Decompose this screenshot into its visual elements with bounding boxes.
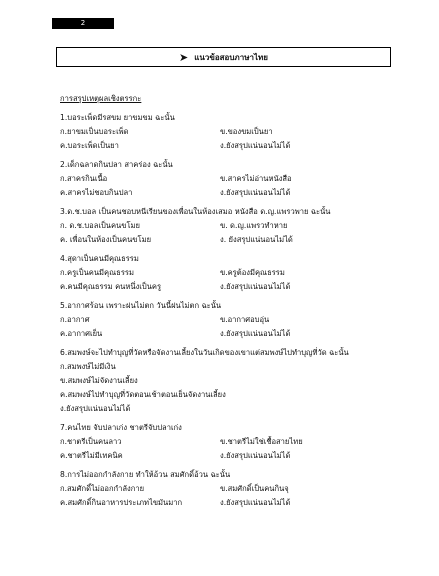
question-4: 4.สุดาเป็นคนมีคุณธรรม bbox=[60, 254, 139, 263]
question-2: 2.เด็กฉลาดกินปลา สาคร่อง ฉะนั้น bbox=[60, 160, 173, 169]
question-list bbox=[60, 92, 400, 510]
page-number-badge: 2 bbox=[52, 18, 114, 29]
q2-option-c: ค.สาครไม่ชอบกินปลา bbox=[60, 188, 133, 197]
q3-option-a: ก. ด.ช.บอลเป็นคนขโมย bbox=[60, 221, 140, 230]
q5-option-b: ข.อากาศอบอุ่น bbox=[220, 315, 270, 324]
question-5: 5.อากาศร้อน เพราะฝนไม่ตก วันนี้ฝนไม่ตก ฉะนั้น bbox=[60, 301, 222, 310]
q2-option-b: ข.สาครไม่อ่านหนังสือ bbox=[220, 174, 292, 183]
q8-option-a: ก.สมศักดิ์ไม่ออกกำลังกาย bbox=[60, 484, 145, 493]
section-title-box bbox=[56, 47, 391, 67]
q1-option-d: ง.ยังสรุปแน่นอนไม่ได้ bbox=[220, 141, 291, 150]
question-7: 7.คนไทย จับปลาเก่ง ชาตรีจับปลาเก่ง bbox=[60, 423, 182, 432]
q2-option-a: ก.สาครกินเนื้อ bbox=[60, 174, 108, 183]
q6-option-d: ง.ยังสรุปแน่นอนไม่ได้ bbox=[60, 404, 131, 413]
q5-option-a: ก.อากาศ bbox=[60, 315, 90, 324]
question-6: 6.สมพงษ์จะไปทำบุญที่วัดหรือจัดงานเลี้ยงในวันเกิดของเขาแต่สมพงษ์ไปทำบุญที่วัด ฉะนั้น bbox=[60, 348, 349, 357]
q4-option-c: ค.คนมีคุณธรรม คนหนึ่งเป็นครู bbox=[60, 282, 162, 291]
q1-option-c: ค.บอระเพ็ดเป็นยา bbox=[60, 141, 119, 150]
section-heading: การสรุปเหตุผลเชิงตรรกะ bbox=[60, 94, 142, 103]
question-1: 1.บอระเพ็ดมีรสขม ยาขมขม ฉะนั้น bbox=[60, 113, 175, 122]
q5-option-d: ง.ยังสรุปแน่นอนไม่ได้ bbox=[220, 329, 291, 338]
q7-option-a: ก.ชาตรีเป็นคนลาว bbox=[60, 437, 122, 446]
q6-option-c: ค.สมพงษ์ไปทำบุญที่วัดตอนเช้าตอนเย็นจัดงานเลี้ยง bbox=[60, 390, 226, 399]
q4-option-d: ง.ยังสรุปแน่นอนไม่ได้ bbox=[220, 282, 291, 291]
q7-option-b: ข.ชาตรีไม่ใช่เชื้อสายไทย bbox=[220, 437, 303, 446]
q8-option-d: ง.ยังสรุปแน่นอนไม่ได้ bbox=[220, 498, 291, 507]
q4-option-a: ก.ครูเป็นคนมีคุณธรรม bbox=[60, 268, 134, 277]
q2-option-d: ง.ยังสรุปแน่นอนไม่ได้ bbox=[220, 188, 291, 197]
question-3: 3.ด.ช.บอล เป็นคนชอบหนีเรียนของเพื่อนในห้องเสมอ หนังสือ ด.ญ.แพรวพาย ฉะนั้น bbox=[60, 207, 331, 216]
q3-option-b: ข. ด.ญ.แพรวทำหาย bbox=[220, 221, 288, 230]
q4-option-b: ข.ครูต้องมีคุณธรรม bbox=[220, 268, 285, 277]
page-title: แนวข้อสอบภาษาไทย bbox=[194, 52, 268, 62]
q3-option-c: ค. เพื่อนในห้องเป็นคนขโมย bbox=[60, 235, 152, 244]
arrow-right-icon: ➤ bbox=[179, 50, 189, 64]
q8-option-b: ข.สมศักดิ์เป็นคนกินจุ bbox=[220, 484, 289, 493]
question-8: 8.การไม่ออกกำลังกาย ทำให้อ้วน สมศักดิ์อ้วน ฉะนั้น bbox=[60, 470, 231, 479]
q1-option-a: ก.ยาขมเป็นบอระเพ็ด bbox=[60, 127, 129, 136]
q1-option-b: ข.ของขมเป็นยา bbox=[220, 127, 273, 136]
q6-option-a: ก.สมพงษ์ไม่มีเงิน bbox=[60, 362, 116, 371]
q6-option-b: ข.สมพงษ์ไม่จัดงานเลี้ยง bbox=[60, 376, 138, 385]
q3-option-d: ง. ยังสรุปแน่นอนไม่ได้ bbox=[220, 235, 293, 244]
q8-option-c: ค.สมศักดิ์กินอาหารประเภทไขมันมาก bbox=[60, 498, 183, 507]
q7-option-c: ค.ชาตรีไม่มีเทคนิค bbox=[60, 451, 123, 460]
q7-option-d: ง.ยังสรุปแน่นอนไม่ได้ bbox=[220, 451, 291, 460]
q5-option-c: ค.อากาศเย็น bbox=[60, 329, 103, 338]
